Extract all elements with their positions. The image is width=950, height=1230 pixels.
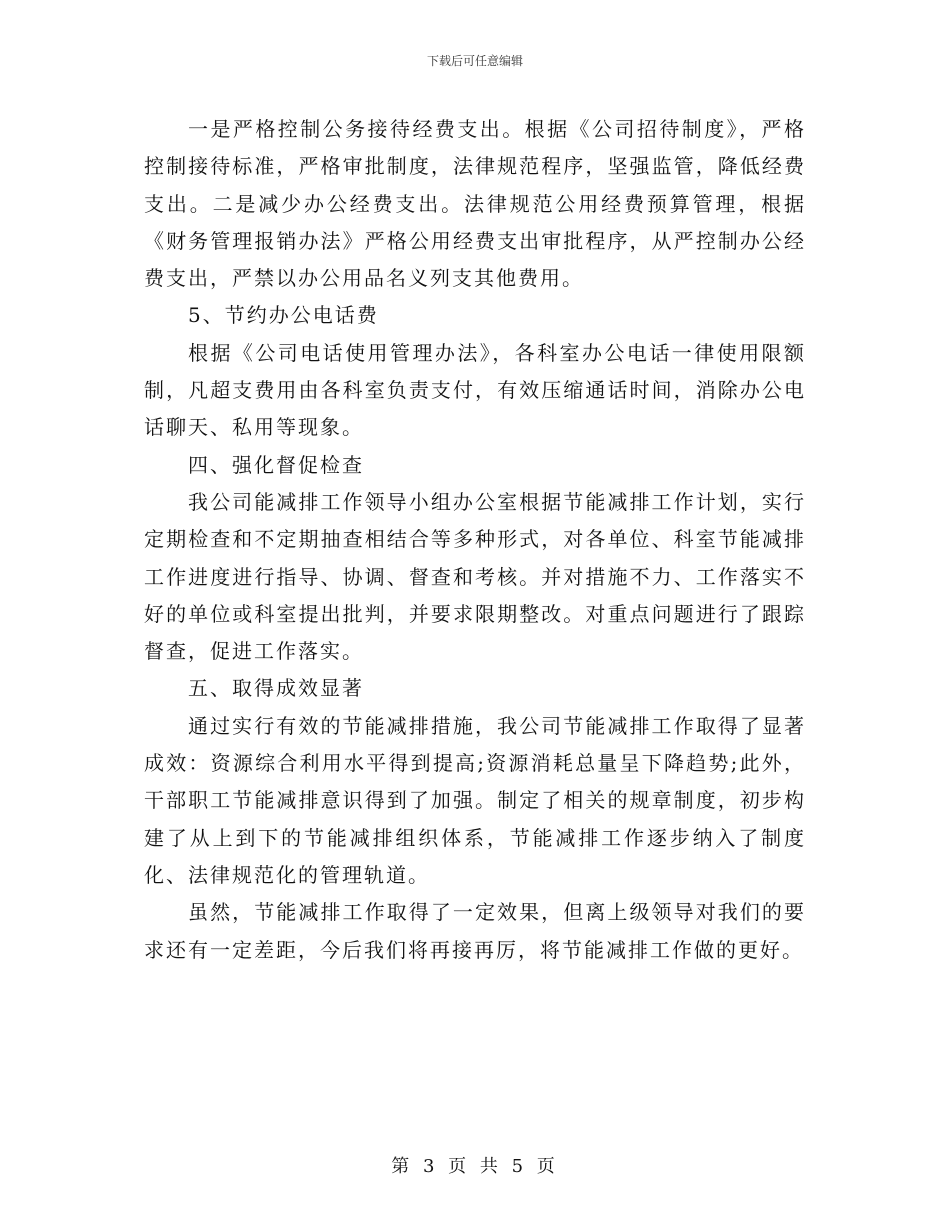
paragraph-inspection: 我公司能减排工作领导小组办公室根据节能减排工作计划，实行定期检查和不定期抽查相结合等多种形式，对各单位、科室节能减排工作进度进行指导、协调、督查和考核。并对措施不力、工作落实不好的单位或科室提出批判，并要求限期整改。对重点问题进行了跟踪督查，促进工作落实。 [144,489,806,664]
section-heading-inspection: 四、强化督促检查 [188,452,364,477]
page-number-footer: 第 3 页 共 5 页 [391,1156,559,1177]
paragraph-phone-fees: 根据《公司电话使用管理办法》，各科室办公电话一律使用限额制，凡超支费用由各科室负责支付，有效压缩通话时间，消除办公电话聊天、私用等现象。 [144,340,806,440]
paragraph-results: 通过实行有效的节能减排措施，我公司节能减排工作取得了显著成效：资源综合利用水平得到提高;资源消耗总量呈下降趋势;此外，干部职工节能减排意识得到了加强。制定了相关的规章制度，初步构建了从上到下的节能减排组织体系，节能减排工作逐步纳入了制度化、法律规范化的管理轨道。 [144,713,806,887]
section-heading-phone-fees: 5、节约办公电话费 [188,303,379,328]
section-heading-results: 五、取得成效显著 [188,676,364,701]
page-header: 下载后可任意编辑 [426,54,523,68]
paragraph-expense-control: 一是严格控制公务接待经费支出。根据《公司招待制度》，严格控制接待标准，严格审批制度，法律规范程序，坚强监管，降低经费支出。二是减少办公经费支出。法律规范公用经费预算管理，根据《财务管理报销办法》严格公用经费支出审批程序，从严控制办公经费支出，严禁以办公用品名义列支其他费用。 [144,117,806,291]
document-body [144,111,806,969]
paragraph-conclusion: 虽然，节能减排工作取得了一定效果，但离上级领导对我们的要求还有一定差距，今后我们将再接再厉，将节能减排工作做的更好。 [144,900,806,962]
